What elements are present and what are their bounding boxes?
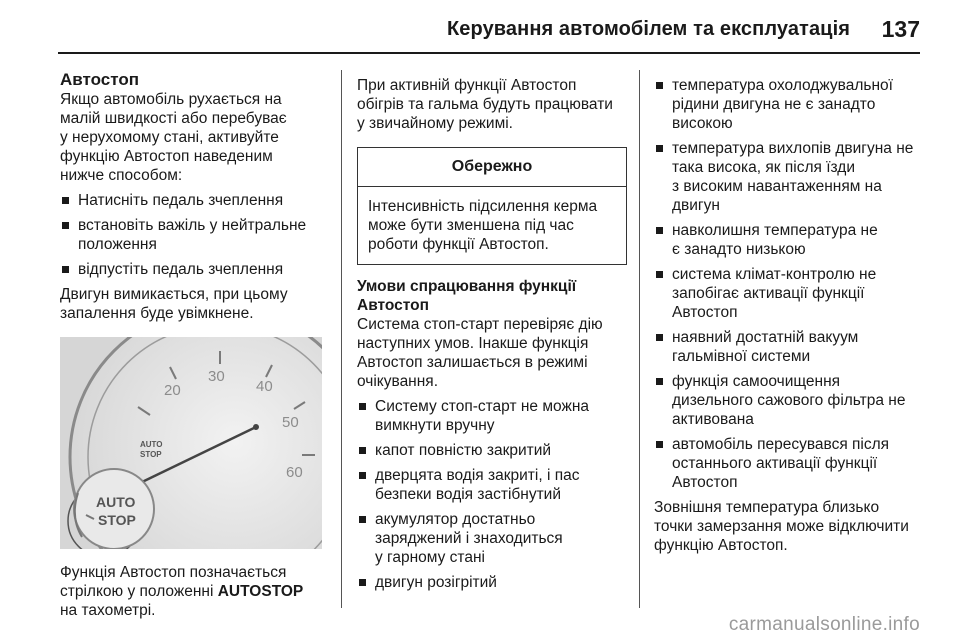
text-line: функція самоочищення	[672, 373, 841, 390]
text-line: наступних умов. Інакше функція	[357, 335, 589, 352]
bullet-square-icon	[359, 403, 366, 410]
column-1	[60, 70, 328, 620]
text-line: у нерухомому стані, активуйте	[60, 129, 279, 146]
list-item	[357, 573, 629, 592]
watermark: carmanualsonline.info	[728, 614, 920, 635]
text-line: така висока, як після їзди	[672, 159, 855, 176]
bullet-square-icon	[656, 441, 663, 448]
text-line: положення	[78, 236, 157, 253]
text-line: роботи функції Автостоп.	[368, 236, 549, 253]
caution-title: Обережно	[358, 148, 626, 187]
text-line: Інтенсивність підсилення керма	[368, 198, 598, 215]
list-item	[654, 76, 926, 133]
bullet-square-icon	[359, 472, 366, 479]
text-line: наявний достатній вакуум	[672, 329, 859, 346]
conditions-list-continued	[654, 76, 926, 492]
page-header	[0, 0, 960, 52]
list-item	[357, 510, 629, 567]
text-line: рідини двигуна не є занадто	[672, 96, 876, 113]
conditions-heading	[357, 277, 629, 315]
text-line: Зовнішня температура близько	[654, 499, 880, 516]
text-line: автомобіль пересувався після	[672, 436, 890, 453]
text-line: Двигун вимикається, при цьому	[60, 286, 288, 303]
text-line: очікування.	[357, 373, 439, 390]
text-line: Автостоп залишається в режимі	[357, 354, 588, 371]
text-line: акумулятор достатньо	[375, 511, 536, 528]
bullet-square-icon	[656, 271, 663, 278]
steps-list	[60, 191, 328, 279]
list-item	[357, 466, 629, 504]
intro-paragraph	[60, 90, 328, 185]
text-line: Умови спрацювання функції	[357, 278, 577, 295]
text-line: капот повністю закритий	[375, 442, 552, 459]
text-line: нижче способом:	[60, 167, 183, 184]
dial-number: 20	[164, 382, 181, 399]
list-item	[654, 435, 926, 492]
conditions-intro	[357, 315, 629, 391]
dial-number: 50	[282, 414, 299, 431]
column-divider-1	[341, 70, 342, 608]
text-line: у звичайному режимі.	[357, 115, 513, 132]
dial-number: 40	[256, 378, 273, 395]
tachometer-illustration	[60, 337, 322, 549]
text-line: Автостоп	[672, 304, 738, 321]
text-line: температура охолоджувальної	[672, 77, 893, 94]
bullet-square-icon	[656, 378, 663, 385]
text-line: заряджений і знаходиться	[375, 530, 563, 547]
bullet-square-icon	[62, 222, 69, 229]
list-item	[654, 265, 926, 322]
bullet-square-icon	[62, 197, 69, 204]
text-line: температура вихлопів двигуна не	[672, 140, 914, 157]
text-line: з високим навантаженням на	[672, 178, 882, 195]
callout-label: STOP	[98, 512, 136, 528]
callout-label: AUTO	[96, 494, 136, 510]
column-2	[357, 76, 629, 598]
bullet-square-icon	[656, 145, 663, 152]
column-divider-2	[639, 70, 640, 608]
bullet-square-icon	[656, 227, 663, 234]
list-item	[60, 191, 328, 210]
dial-autostop-label: STOP	[140, 450, 162, 459]
caution-box	[357, 147, 627, 265]
text-line: Натисніть педаль зчеплення	[78, 192, 284, 209]
text-line: Система стоп-старт перевіряє дію	[357, 316, 603, 333]
result-paragraph	[60, 285, 328, 323]
text-line: Автостоп	[357, 297, 430, 314]
conditions-list	[357, 397, 629, 592]
text-line: активована	[672, 411, 754, 428]
bullet-square-icon	[62, 266, 69, 273]
page-title: Керування автомобілем та експлуатація	[446, 18, 850, 40]
text-line: дверцята водія закриті, і пас	[375, 467, 580, 484]
bullet-square-icon	[656, 334, 663, 341]
header-divider	[58, 52, 920, 54]
text-line: обігрів та гальма будуть працювати	[357, 96, 613, 113]
bullet-square-icon	[359, 579, 366, 586]
list-item	[654, 328, 926, 366]
list-item	[654, 372, 926, 429]
list-item	[654, 139, 926, 215]
tachometer-figure	[60, 337, 322, 549]
text-line: запобігає активації функції	[672, 285, 865, 302]
bullet-square-icon	[359, 516, 366, 523]
text-line: на тахометрі.	[60, 602, 156, 619]
page-number: 137	[881, 16, 920, 42]
text-line: гальмівної системи	[672, 348, 811, 365]
intro-paragraph	[357, 76, 629, 133]
bullet-square-icon	[656, 82, 663, 89]
caution-body	[358, 187, 626, 264]
section-heading: Автостоп	[60, 70, 139, 89]
text-line: Функція Автостоп позначається	[60, 564, 287, 581]
text-line: встановіть важіль у нейтральне	[78, 217, 307, 234]
text-line: у гарному стані	[375, 549, 485, 566]
list-item	[357, 441, 629, 460]
text-line: дизельного сажового фільтра не	[672, 392, 906, 409]
text-line: є занадто низькою	[672, 241, 806, 258]
column-3	[654, 76, 926, 555]
list-item	[654, 221, 926, 259]
figure-caption	[60, 563, 328, 620]
text-line: може бути зменшена під час	[368, 217, 574, 234]
text-line: Якщо автомобіль рухається на	[60, 91, 282, 108]
text-line: система клімат-контролю не	[672, 266, 877, 283]
text-line: навколишня температура не	[672, 222, 878, 239]
text-line: відпустіть педаль зчеплення	[78, 261, 284, 278]
text-line: функцію Автостоп.	[654, 537, 788, 554]
temperature-note	[654, 498, 926, 555]
text-line: стрілкою у положенні	[60, 583, 218, 600]
bullet-square-icon	[359, 447, 366, 454]
autostop-term: AUTOSTOP	[217, 583, 304, 600]
text-line: двигун розігрітий	[375, 574, 497, 591]
list-item	[60, 216, 328, 254]
text-line: малій швидкості або перебуває	[60, 110, 287, 127]
text-line: двигун	[672, 197, 720, 214]
text-line: При активній функції Автостоп	[357, 77, 577, 94]
text-line: останнього активації функції	[672, 455, 878, 472]
dial-number: 60	[286, 464, 303, 481]
list-item	[357, 397, 629, 435]
text-line: функцію Автостоп наведеним	[60, 148, 273, 165]
text-line: безпеки водія застібнутий	[375, 486, 561, 503]
dial-autostop-label: AUTO	[140, 440, 163, 449]
text-line: запалення буде увімкнене.	[60, 305, 254, 322]
list-item	[60, 260, 328, 279]
text-line: високою	[672, 115, 733, 132]
dial-number: 30	[208, 368, 225, 385]
text-line: точки замерзання може відключити	[654, 518, 909, 535]
text-line: вимкнути вручну	[375, 417, 495, 434]
text-line: Автостоп	[672, 474, 738, 491]
text-line: Систему стоп-старт не можна	[375, 398, 590, 415]
